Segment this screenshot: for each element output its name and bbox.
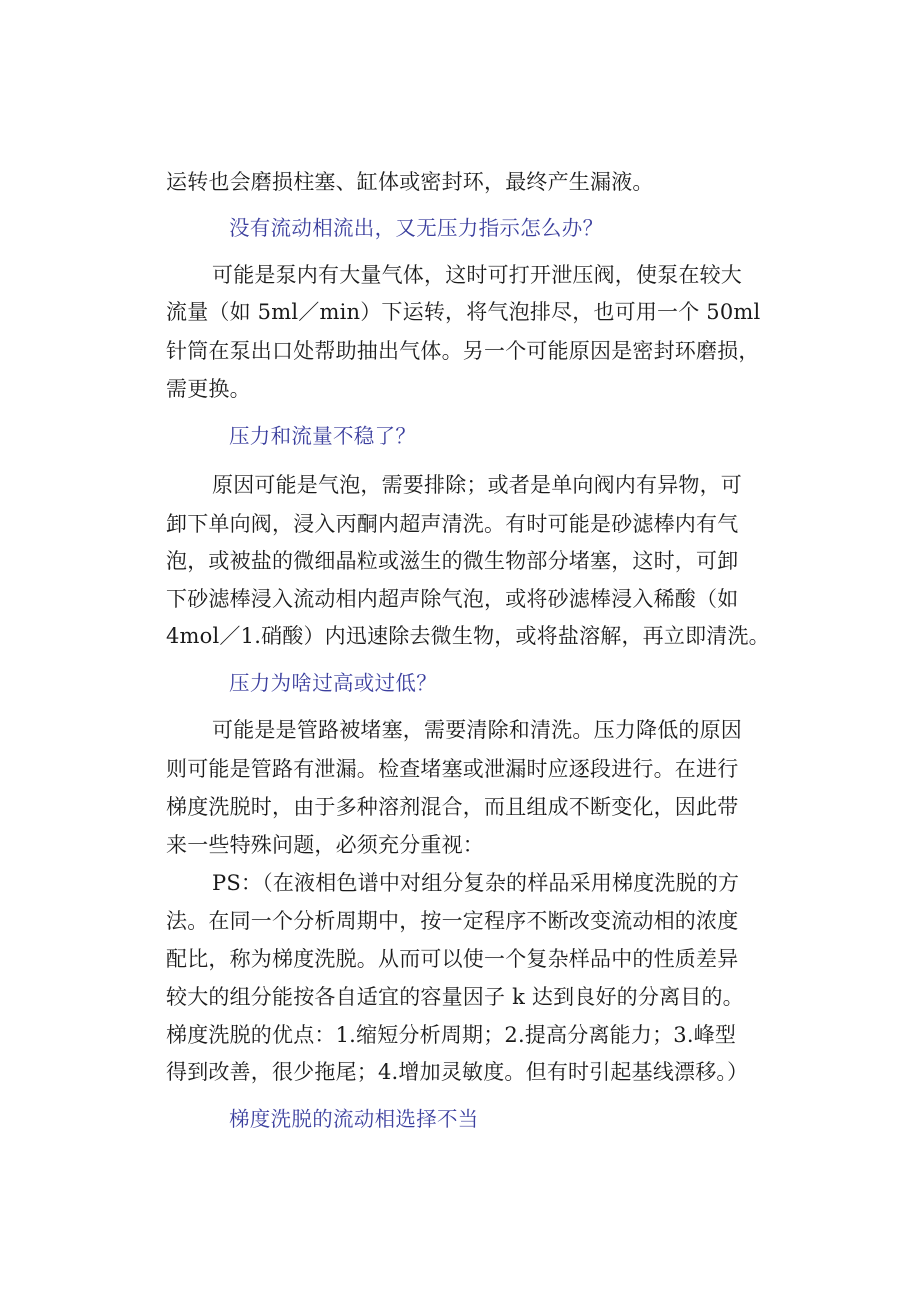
ps-note-line: PS：（在液相色谱中对组分复杂的样品采用梯度洗脱的方: [212, 871, 740, 895]
intro-line: 运转也会磨损柱塞、缸体或密封环，最终产生漏液。: [166, 170, 654, 194]
section-heading-unstable-pressure: 压力和流量不稳了？: [229, 424, 417, 448]
paragraph-line: 下砂滤棒浸入流动相内超声除气泡，或将砂滤棒浸入稀酸（如: [166, 587, 739, 611]
ps-note-line: 法。在同一个分析周期中，按一定程序不断改变流动相的浓度: [166, 909, 739, 933]
paragraph-line: 4mol／1.硝酸）内迅速除去微生物，或将盐溶解，再立即清洗。: [166, 624, 770, 648]
paragraph-line: 梯度洗脱时，由于多种溶剂混合，而且组成不断变化，因此带: [166, 795, 739, 819]
paragraph-line: 来一些特殊问题，必须充分重视：: [166, 833, 484, 857]
paragraph-line: 流量（如 5ml／min）下运转，将气泡排尽，也可用一个 50ml: [166, 300, 761, 324]
paragraph-line: 卸下单向阀，浸入丙酮内超声清洗。有时可能是砂滤棒内有气: [166, 512, 739, 536]
paragraph-line: 则可能是管路有泄漏。检查堵塞或泄漏时应逐段进行。在进行: [166, 757, 739, 781]
paragraph-line: 可能是是管路被堵塞，需要清除和清洗。压力降低的原因: [212, 718, 742, 742]
paragraph-line: 需更换。: [166, 377, 251, 401]
paragraph-line: 针筒在泵出口处帮助抽出气体。另一个可能原因是密封环磨损，: [166, 339, 760, 363]
ps-note-line: 配比，称为梯度洗脱。从而可以使一个复杂样品中的性质差异: [166, 947, 739, 971]
paragraph-line: 泡，或被盐的微细晶粒或滋生的微生物部分堵塞，这时，可卸: [166, 549, 739, 573]
paragraph-line: 原因可能是气泡，需要排除；或者是单向阀内有异物，可: [212, 473, 742, 497]
section-heading-gradient-mobile-phase: 梯度洗脱的流动相选择不当: [229, 1107, 479, 1131]
ps-note-line: 得到改善，很少拖尾；4.增加灵敏度。但有时引起基线漂移。）: [166, 1060, 749, 1084]
section-heading-pressure-high-low: 压力为啥过高或过低？: [229, 671, 437, 695]
ps-note-line: 较大的组分能按各自适宜的容量因子 k 达到良好的分离目的。: [166, 985, 744, 1009]
paragraph-line: 可能是泵内有大量气体，这时可打开泄压阀，使泵在较大: [212, 263, 742, 287]
section-heading-no-flow: 没有流动相流出，又无压力指示怎么办？: [229, 216, 604, 240]
ps-note-line: 梯度洗脱的优点：1.缩短分析周期；2.提高分离能力；3.峰型: [166, 1023, 737, 1047]
